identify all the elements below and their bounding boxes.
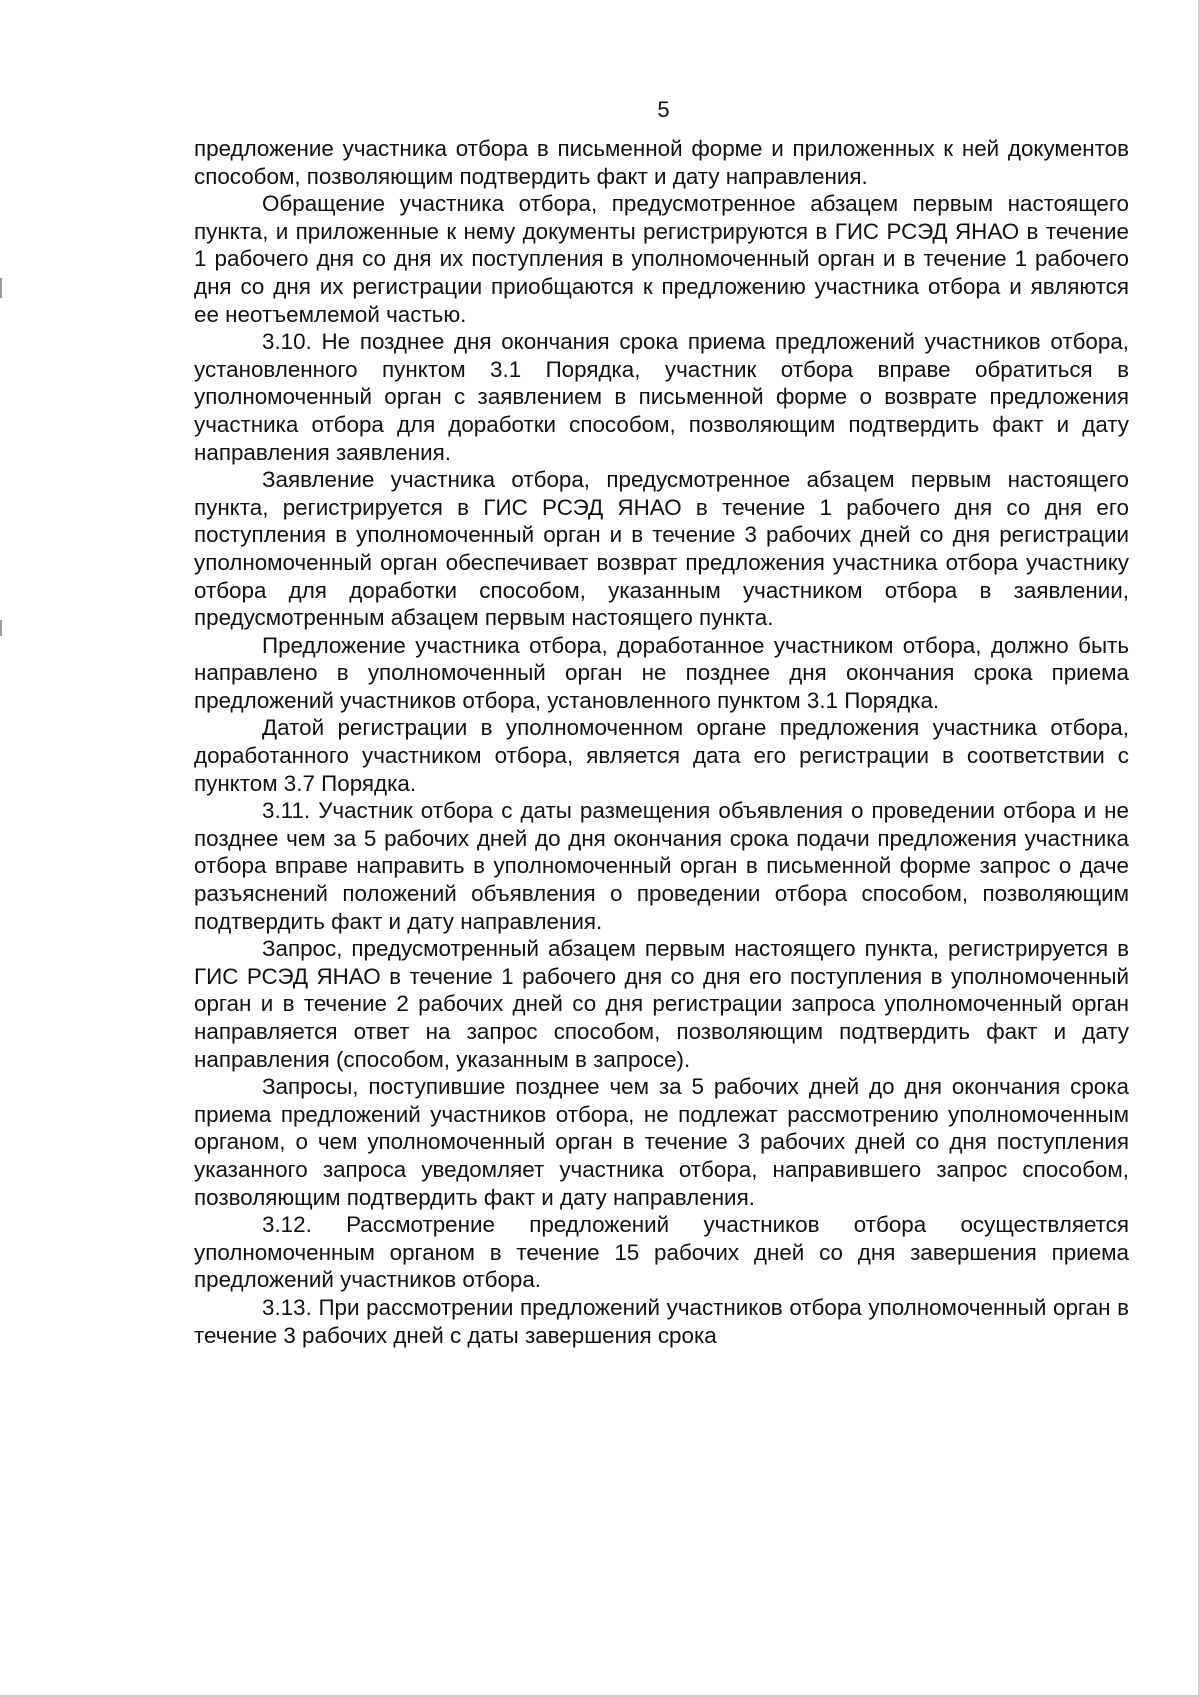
paragraph: Запросы, поступившие позднее чем за 5 рабочих дней до дня окончания срока приема предложений участников отбора, не подлежат рассмотрению уполномоченным органом, о чем уполномоченный орган в течение 3 рабочих дней со дня поступления указанного запроса уведомляет участника отбора, направившего запрос способом, позволяющим подтвердить факт и дату направления. xyxy=(194,1074,1129,1210)
paragraph: Датой регистрации в уполномоченном органе предложения участника отбора, доработанного участником отбора, является дата его регистрации в соответствии с пунктом 3.7 Порядка. xyxy=(194,715,1129,796)
paragraph: Заявление участника отбора, предусмотренное абзацем первым настоящего пункта, регистрируется в ГИС РСЭД ЯНАО в течение 1 рабочего дня со дня его поступления в уполномоченный орган и в течение 3 рабочих дней со дня регистрации уполномоченный орган обеспечивает возврат предложения участника отбора участнику отбора для доработки способом, указанным участником отбора в заявлении, предусмотренным абзацем первым настоящего пункта. xyxy=(194,467,1129,631)
page-number: 5 xyxy=(657,97,670,122)
paragraph: 3.12. Рассмотрение предложений участников отбора осуществляется уполномоченным органом в течение 15 рабочих дней со дня завершения приема предложений участников отбора. xyxy=(194,1212,1129,1293)
paragraph: Запрос, предусмотренный абзацем первым настоящего пункта, регистрируется в ГИС РСЭД ЯНАО в течение 1 рабочего дня со дня его поступления в уполномоченный орган и в течение 2 рабочих дней со дня регистрации запроса уполномоченный орган направляется ответ на запрос способом, позволяющим подтвердить факт и дату направления (способом, указанным в запросе). xyxy=(194,936,1129,1072)
paragraph: предложение участника отбора в письменной форме и приложенных к ней документов способом, позволяющим подтвердить факт и дату направления. xyxy=(194,136,1129,189)
paragraph: Предложение участника отбора, доработанное участником отбора, должно быть направлено в уполномоченный орган не позднее дня окончания срока приема предложений участников отбора, установленного пунктом 3.1 Порядка. xyxy=(194,632,1129,713)
paragraph: Обращение участника отбора, предусмотренное абзацем первым настоящего пункта, и приложенные к нему документы регистрируются в ГИС РСЭД ЯНАО в течение 1 рабочего дня со дня их поступления в уполномоченный орган и в течение 1 рабочего дня со дня их регистрации приобщаются к предложению участника отбора и являются ее неотъемлемой частью. xyxy=(194,191,1129,327)
paragraph: 3.10. Не позднее дня окончания срока приема предложений участников отбора, установленного пунктом 3.1 Порядка, участник отбора вправе обратиться в уполномоченный орган с заявлением в письменной форме о возврате предложения участника отбора для доработки способом, позволяющим подтвердить факт и дату направления заявления. xyxy=(194,329,1129,465)
scan-margin-mark xyxy=(0,620,2,636)
paragraph: 3.11. Участник отбора с даты размещения объявления о проведении отбора и не позднее чем за 5 рабочих дней до дня окончания срока подачи предложения участника отбора вправе направить в уполномоченный орган в письменной форме запрос о даче разъяснений положений объявления о проведении отбора способом, позволяющим подтвердить факт и дату направления. xyxy=(194,798,1129,934)
document-body xyxy=(194,135,1129,1349)
scan-margin-mark xyxy=(0,278,2,298)
paragraph: 3.13. При рассмотрении предложений участников отбора уполномоченный орган в течение 3 рабочих дней с даты завершения срока xyxy=(194,1294,1129,1348)
